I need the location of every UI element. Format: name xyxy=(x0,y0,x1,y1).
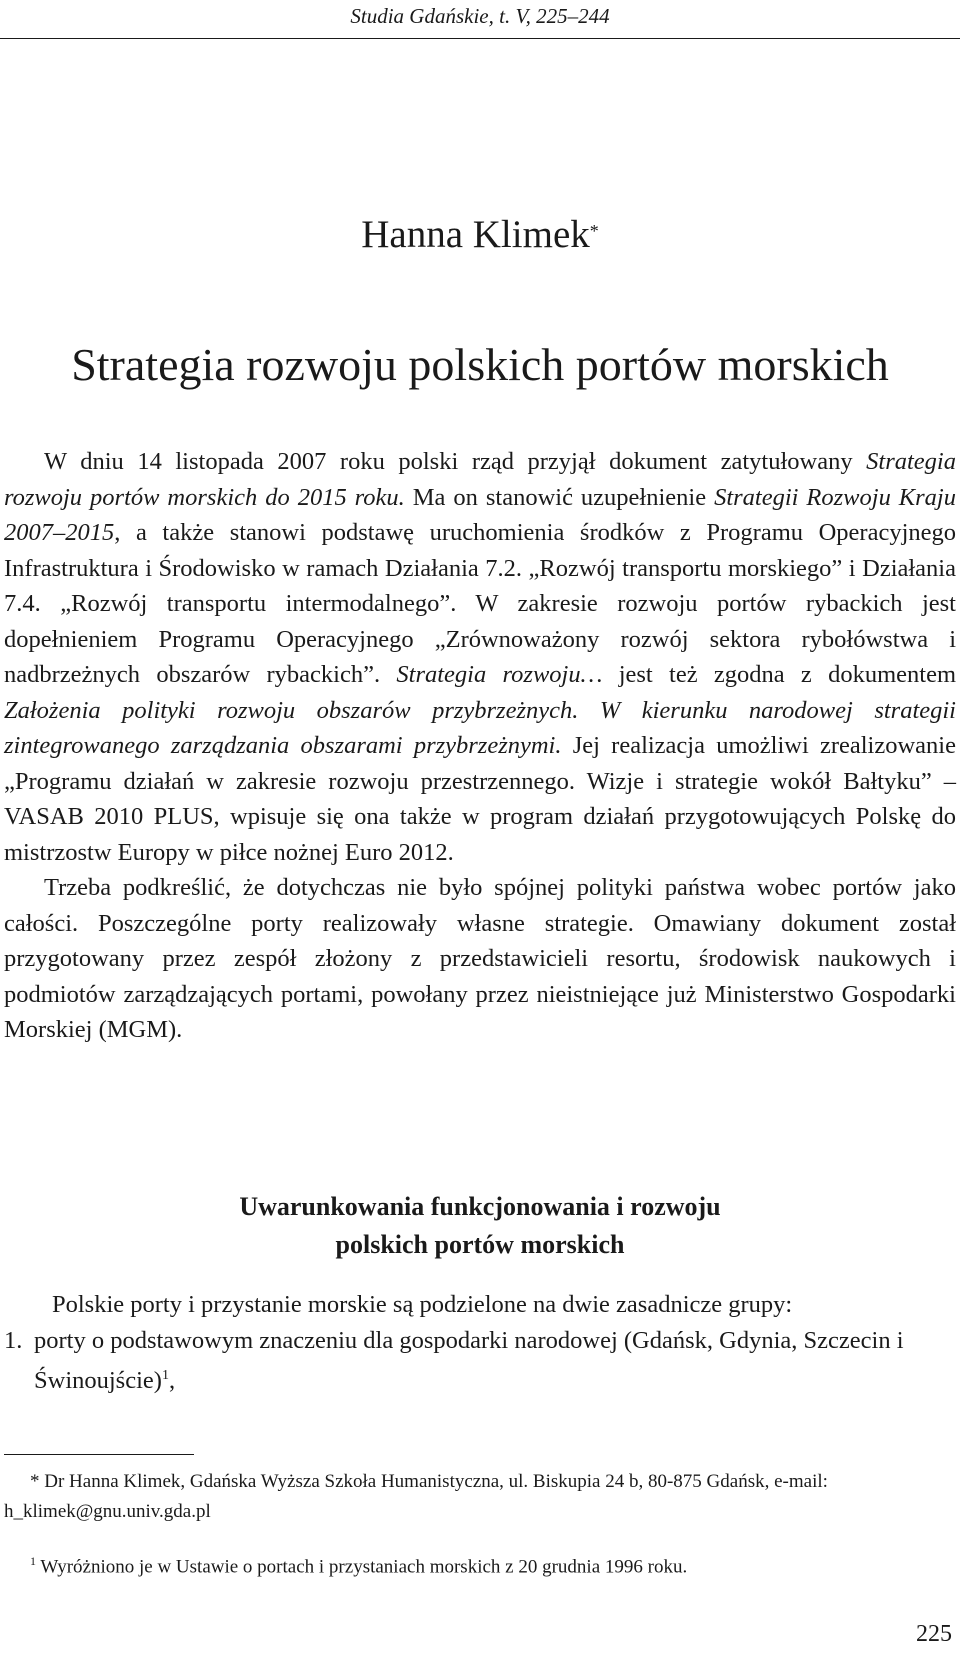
footnote-1-text: Wyróżniono je w Ustawie o portach i przystaniach morskich z 20 grudnia 1996 roku. xyxy=(36,1556,688,1578)
p1-italic-short-title: Strategia rozwoju… xyxy=(396,661,603,688)
author-footnote-marker[interactable]: * xyxy=(589,221,599,241)
list-item-text xyxy=(34,1323,956,1399)
header-rule xyxy=(0,38,960,39)
p1-italic-title: Strategia rozwoju portów morskich do 2015 roku. xyxy=(4,448,956,511)
p1-italic-document: Założenia polityki rozwoju obszarów przybrzeżnych. W kierunku narodowej strategii zintegrowanego zarządzania obszarami przybrzeżnymi. xyxy=(4,696,956,759)
article-title: Strategia rozwoju polskich portów morskich xyxy=(71,339,889,390)
footnote-1-marker: 1 xyxy=(30,1554,36,1568)
port-groups xyxy=(4,1287,956,1399)
author-name-text: Hanna Klimek xyxy=(361,213,590,256)
article-body xyxy=(4,444,956,1048)
footnote-author-marker: * xyxy=(30,1471,40,1492)
footnote-ref-1[interactable]: 1 xyxy=(161,1368,169,1383)
journal-citation: Studia Gdańskie, t. V, 225–244 xyxy=(350,4,610,28)
paragraph-2: Trzeba podkreślić, że dotychczas nie było spójnej polityki państwa wobec portów jako całości. Poszczególne porty realizowały własne strategie. Omawiany dokument został przygotowany przez zespół złożony z przedstawicieli resortu, środowisk naukowych i podmiotów zarządzających portami, powołany przez nieistniejące już Ministerstwo Gospodarki Morskiej (MGM). xyxy=(4,874,956,1043)
paragraph-1 xyxy=(4,444,956,870)
section-heading xyxy=(0,1188,960,1264)
footnote-author-text: Dr Hanna Klimek, Gdańska Wyższa Szkoła Humanistyczna, ul. Biskupia 24 b, 80-875 Gdańsk, e-mail: h_klimek@gnu.univ.gda.pl xyxy=(4,1471,828,1522)
list-item-trail: , xyxy=(168,1367,176,1395)
p1-text: , a także stanowi podstawę uruchomienia środków z Programu Operacyjnego Infrastruktura i Środowisko w ramach Działania 7.2. „Rozwój transportu morskiego” i Działania 7.4. „Rozwój transportu intermodalnego”. W zakresie rozwoju portów rybackich jest dopełnieniem Programu Operacyjnego „Zrównoważony rozwój sektora rybołówstwa i nadbrzeżnych obszarów rybackich”. xyxy=(4,519,956,688)
footnote-rule xyxy=(4,1454,194,1455)
p1-italic-strategy: Strategii Rozwoju Kraju 2007–2015 xyxy=(4,483,956,546)
footnotes xyxy=(4,1467,956,1582)
p1-text: W dniu 14 listopada 2007 roku polski rząd przyjął dokument zatytułowany xyxy=(44,448,867,475)
footnote-1 xyxy=(4,1546,956,1582)
page-number: 225 xyxy=(916,1621,952,1647)
groups-intro: Polskie porty i przystanie morskie są podzielone na dwie zasadnicze grupy: xyxy=(52,1291,793,1318)
list-item xyxy=(4,1323,956,1399)
p1-text: Ma on stanowić uzupełnienie xyxy=(404,483,715,511)
list-item-number: 1. xyxy=(4,1326,23,1354)
footnote-author xyxy=(4,1467,956,1527)
section-heading-line-2: polskich portów morskich xyxy=(335,1230,625,1259)
section-heading-line-1: Uwarunkowania funkcjonowania i rozwoju xyxy=(239,1192,721,1221)
list-item-body: porty o podstawowym znaczeniu dla gospodarki narodowej (Gdańsk, Gdynia, Szczecin i Świnoujście) xyxy=(34,1326,904,1395)
author-name xyxy=(0,212,960,258)
p1-text: jest też zgodna z dokumentem xyxy=(602,661,957,688)
p1-text: Jej realizacja umożliwi zrealizowanie „Programu działań w zakresie rozwoju przestrzennego. Wizje i strategie wokół Bałtyku” – VASAB 2010 PLUS, wpisuje się ona także w program działań przygotowujących Polskę do mistrzostw Europy w piłce nożnej Euro 2012. xyxy=(4,732,956,866)
